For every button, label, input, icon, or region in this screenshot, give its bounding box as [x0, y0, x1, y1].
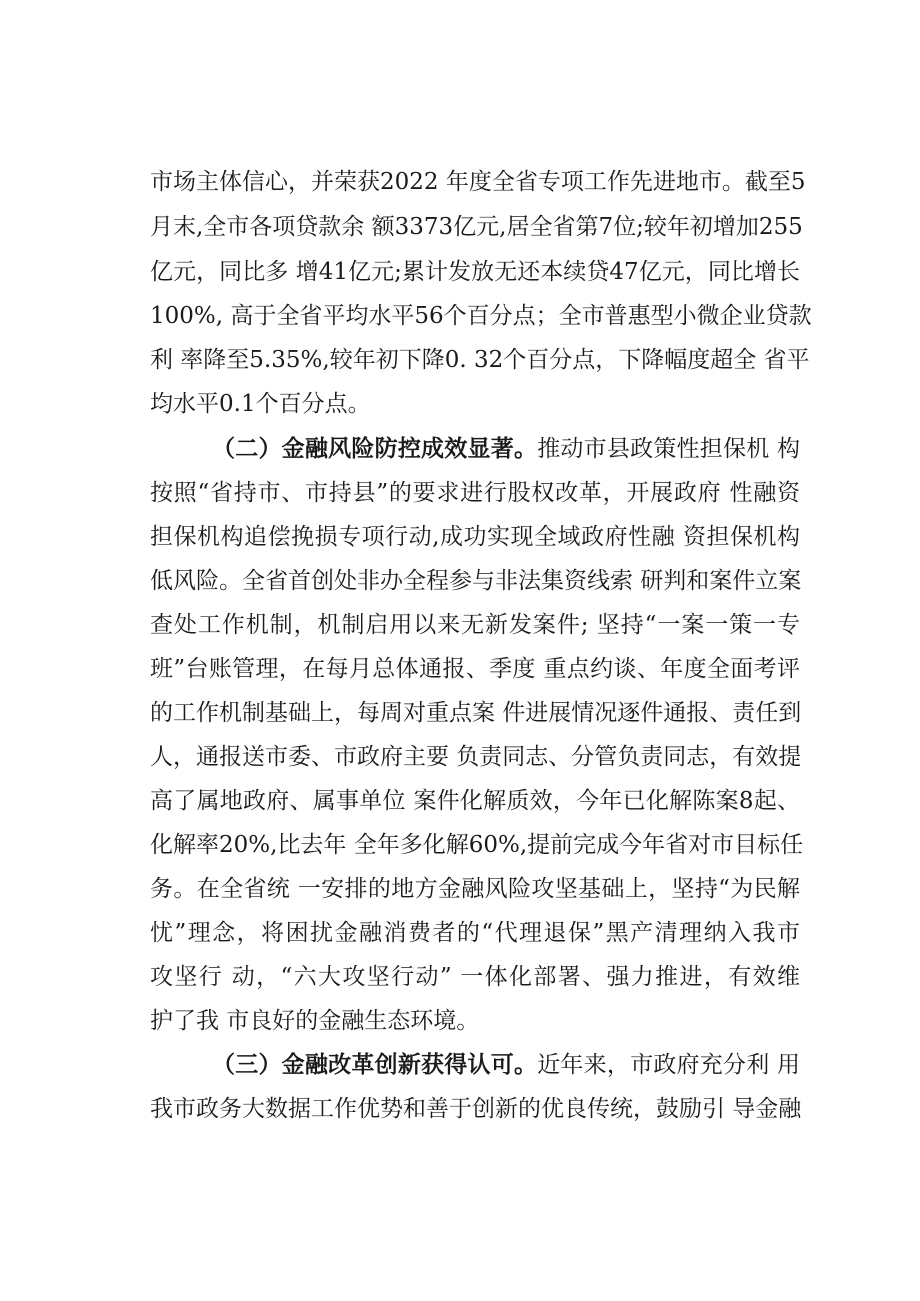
paragraph-2-line-1-text: 推动市县政策性担保机 构: [537, 436, 801, 462]
paragraph-2-line-10: 化解率20%,比去年 全年多化解60%,提前完成今年省对市目标任: [150, 832, 804, 858]
paragraph-2-line-3: 担保机构追偿挽损专项行动,成功实现全域政府性融 资担保机构: [150, 524, 800, 550]
section-heading-3: （三）金融改革创新获得认可。: [212, 1052, 538, 1078]
paragraph-3-line-2: 我市政务大数据工作优势和善于创新的优良传统，鼓励引 导金融: [150, 1096, 802, 1122]
paragraph-2-line-9: 高了属地政府、属事单位 案件化解质效，今年已化解陈案8起、: [150, 788, 800, 814]
paragraph-2-line-5: 查处工作机制，机制启用以来无新发案件; 坚持“一案一策一专: [150, 612, 800, 638]
paragraph-1-line-3: 亿元，同比多 增41亿元;累计发放无还本续贷47亿元，同比增长: [150, 259, 800, 285]
paragraph-2-line-1: [212, 434, 800, 464]
paragraph-2-line-13: 攻坚行 动，“六大攻坚行动” 一体化部署、强力推进，有效维: [150, 964, 800, 990]
paragraph-2-line-8: 人，通报送市委、市政府主要 负责同志、分管负责同志，有效提: [150, 744, 802, 770]
paragraph-2-line-4: 低风险。全省首创处非办全程参与非法集资线索 研判和案件立案: [150, 568, 802, 594]
paragraph-3-line-1-text: 近年来，市政府充分利 用: [537, 1052, 801, 1078]
paragraph-1-line-1: 市场主体信心，并荣获2022 年度全省专项工作先进地市。截至5: [150, 169, 806, 195]
paragraph-1-line-4: 100%, 高于全省平均水平56个百分点；全市普惠型小微企业贷款: [150, 303, 812, 329]
paragraph-2-line-6: 班”台账管理，在每月总体通报、季度 重点约谈、年度全面考评: [150, 656, 800, 682]
paragraph-1-line-2: 月末,全市各项贷款余 额3373亿元,居全省第7位;较年初增加255: [150, 214, 803, 240]
paragraph-2-line-12: 忧”理念，将困扰金融消费者的“代理退保”黑产清理纳入我市: [150, 920, 800, 946]
paragraph-1-line-5: 利 率降至5.35%,较年初下降0. 32个百分点，下降幅度超全 省平: [150, 347, 810, 373]
paragraph-2-line-14: 护了我 市良好的金融生态环境。: [150, 1008, 480, 1034]
section-heading-2: （二）金融风险防控成效显著。: [212, 436, 538, 462]
paragraph-2-line-11: 务。在全省统 一安排的地方金融风险攻坚基础上，坚持“为民解: [150, 876, 800, 902]
paragraph-2-line-7: 的工作机制基础上，每周对重点案 件进展情况逐件通报、责任到: [150, 700, 802, 726]
paragraph-3-line-1: [212, 1050, 800, 1080]
paragraph-2-line-2: 按照“省持市、市持县”的要求进行股权改革，开展政府 性融资: [150, 480, 800, 506]
paragraph-1-line-6: 均水平0.1个百分点。: [150, 391, 371, 417]
